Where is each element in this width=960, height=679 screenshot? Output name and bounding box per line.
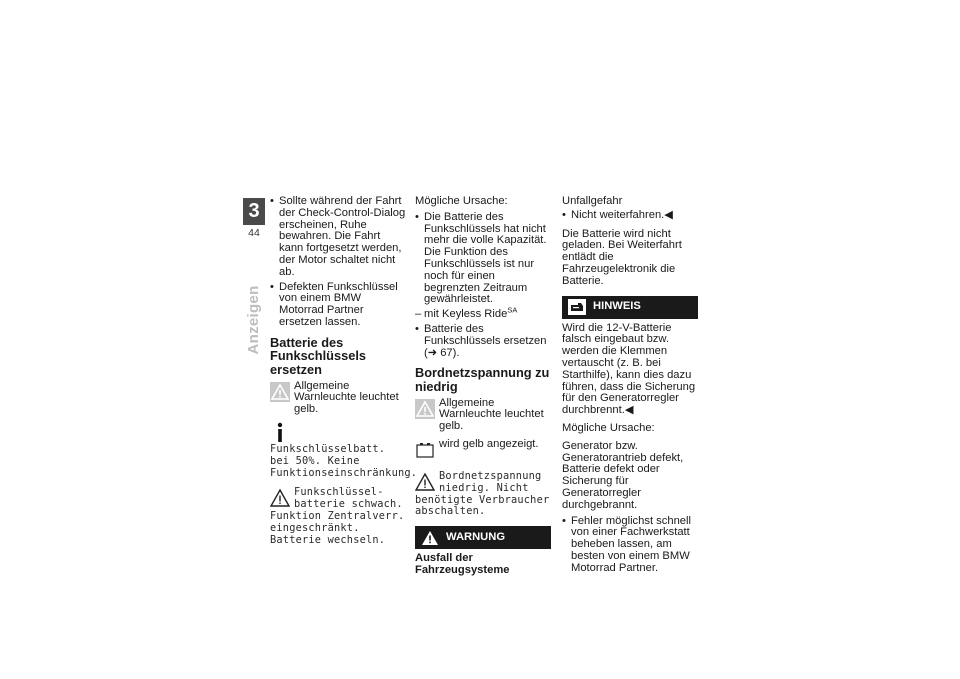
column-2: [415, 196, 551, 577]
warning-light-text: Allgemeine Warnleuchte leuchtet gelb.: [294, 379, 399, 416]
notice-banner-label: HINWEIS: [593, 300, 641, 313]
bullet-item: • Fehler möglichst schnell von einer Fachwerkstatt beheben lassen, am besten von einem BMW Motorrad Partner.: [562, 516, 698, 575]
battery-icon: [415, 440, 435, 460]
warning-triangle-icon: [270, 382, 290, 402]
chapter-number: 3: [243, 198, 265, 225]
warning-light-row: [270, 381, 406, 416]
warning-light-text: Allgemeine Warnleuchte leuchtet gelb.: [439, 396, 544, 433]
battery-symbol-row: [415, 439, 551, 465]
warning-triangle-icon: [415, 471, 435, 493]
paragraph: Generator bzw. Generatorantrieb defekt, Batterie defekt oder Sicherung für Generatorregler durchgebrannt.: [562, 439, 684, 511]
dash-item-text: mit Keyless Ride: [424, 308, 508, 321]
warning-triangle-icon: [421, 530, 439, 546]
warning-light-row: [415, 398, 551, 433]
display-message: Funkschlüssel- batterie schwach. Funktion Zentralverr. eingeschränkt. Batterie wechseln.: [270, 486, 405, 546]
bullet-item: • Die Batterie des Funkschlüssels hat nicht mehr die volle Kapazität. Die Funktion des Funkschlüssels ist nur noch für einen begrenzten Zeitraum gewährleistet.: [415, 212, 551, 306]
paragraph: Die Batterie wird nicht geladen. Bei Weiterfahrt entlädt die Fahrzeugelektronik die Batterie.: [562, 227, 682, 287]
display-message: Bordnetzspannung niedrig. Nicht benötigte Verbraucher abschalten.: [415, 469, 550, 518]
display-message-block: [270, 422, 418, 479]
bullet-item: • Nicht weiterfahren.◀: [562, 210, 698, 222]
warning-banner-label: WARNUNG: [446, 530, 506, 543]
paragraph: Wird die 12-V-Batterie falsch eingebaut bzw. werden die Klemmen vertauscht (z. B. bei Starthilfe), kann dies dazu führen, dass die Sicherung für den Generatorregler durchbrennt.◀: [562, 321, 696, 417]
display-message-block: [415, 471, 551, 518]
battery-symbol-text: wird gelb angezeigt.: [439, 437, 539, 450]
info-icon: [270, 422, 290, 444]
section-heading: Bordnetzspannung zu niedrig: [415, 365, 550, 394]
warning-triangle-icon: [415, 399, 435, 419]
paragraph: Unfallgefahr: [562, 195, 623, 207]
warning-banner: [415, 526, 551, 549]
warning-triangle-icon: [270, 487, 290, 509]
cause-label: Mögliche Ursache:: [562, 421, 655, 434]
bullet-item: • Sollte während der Fahrt der Check-Control-Dialog erscheinen, Ruhe bewahren. Die Fahrt kann fortgesetzt werden, der Motor schaltet nicht ab.: [270, 196, 406, 279]
cause-label: Mögliche Ursache:: [415, 195, 508, 207]
column-3: [562, 196, 698, 578]
dash-item: [415, 305, 551, 321]
page-number: 44: [248, 227, 260, 239]
warning-subtitle: Ausfall der Fahrzeugsysteme: [415, 552, 510, 576]
notice-banner: [562, 296, 698, 319]
bullet-item: • Batterie des Funkschlüssels ersetzen (➜ 67).: [415, 324, 551, 359]
column-1: [270, 195, 418, 554]
special-equipment-marker: SA: [507, 305, 518, 315]
notice-hand-icon: [568, 299, 586, 315]
section-heading: Batterie des Funkschlüssels ersetzen: [270, 334, 367, 377]
section-title: Anzeigen: [244, 285, 262, 355]
display-message-block: [270, 487, 406, 546]
bullet-item: • Defekten Funkschlüssel von einem BMW Motorrad Partner ersetzen lassen.: [270, 282, 406, 329]
display-message: Funkschlüsselbatt. bei 50%. Keine Funktionseinschränkung.: [270, 442, 418, 479]
